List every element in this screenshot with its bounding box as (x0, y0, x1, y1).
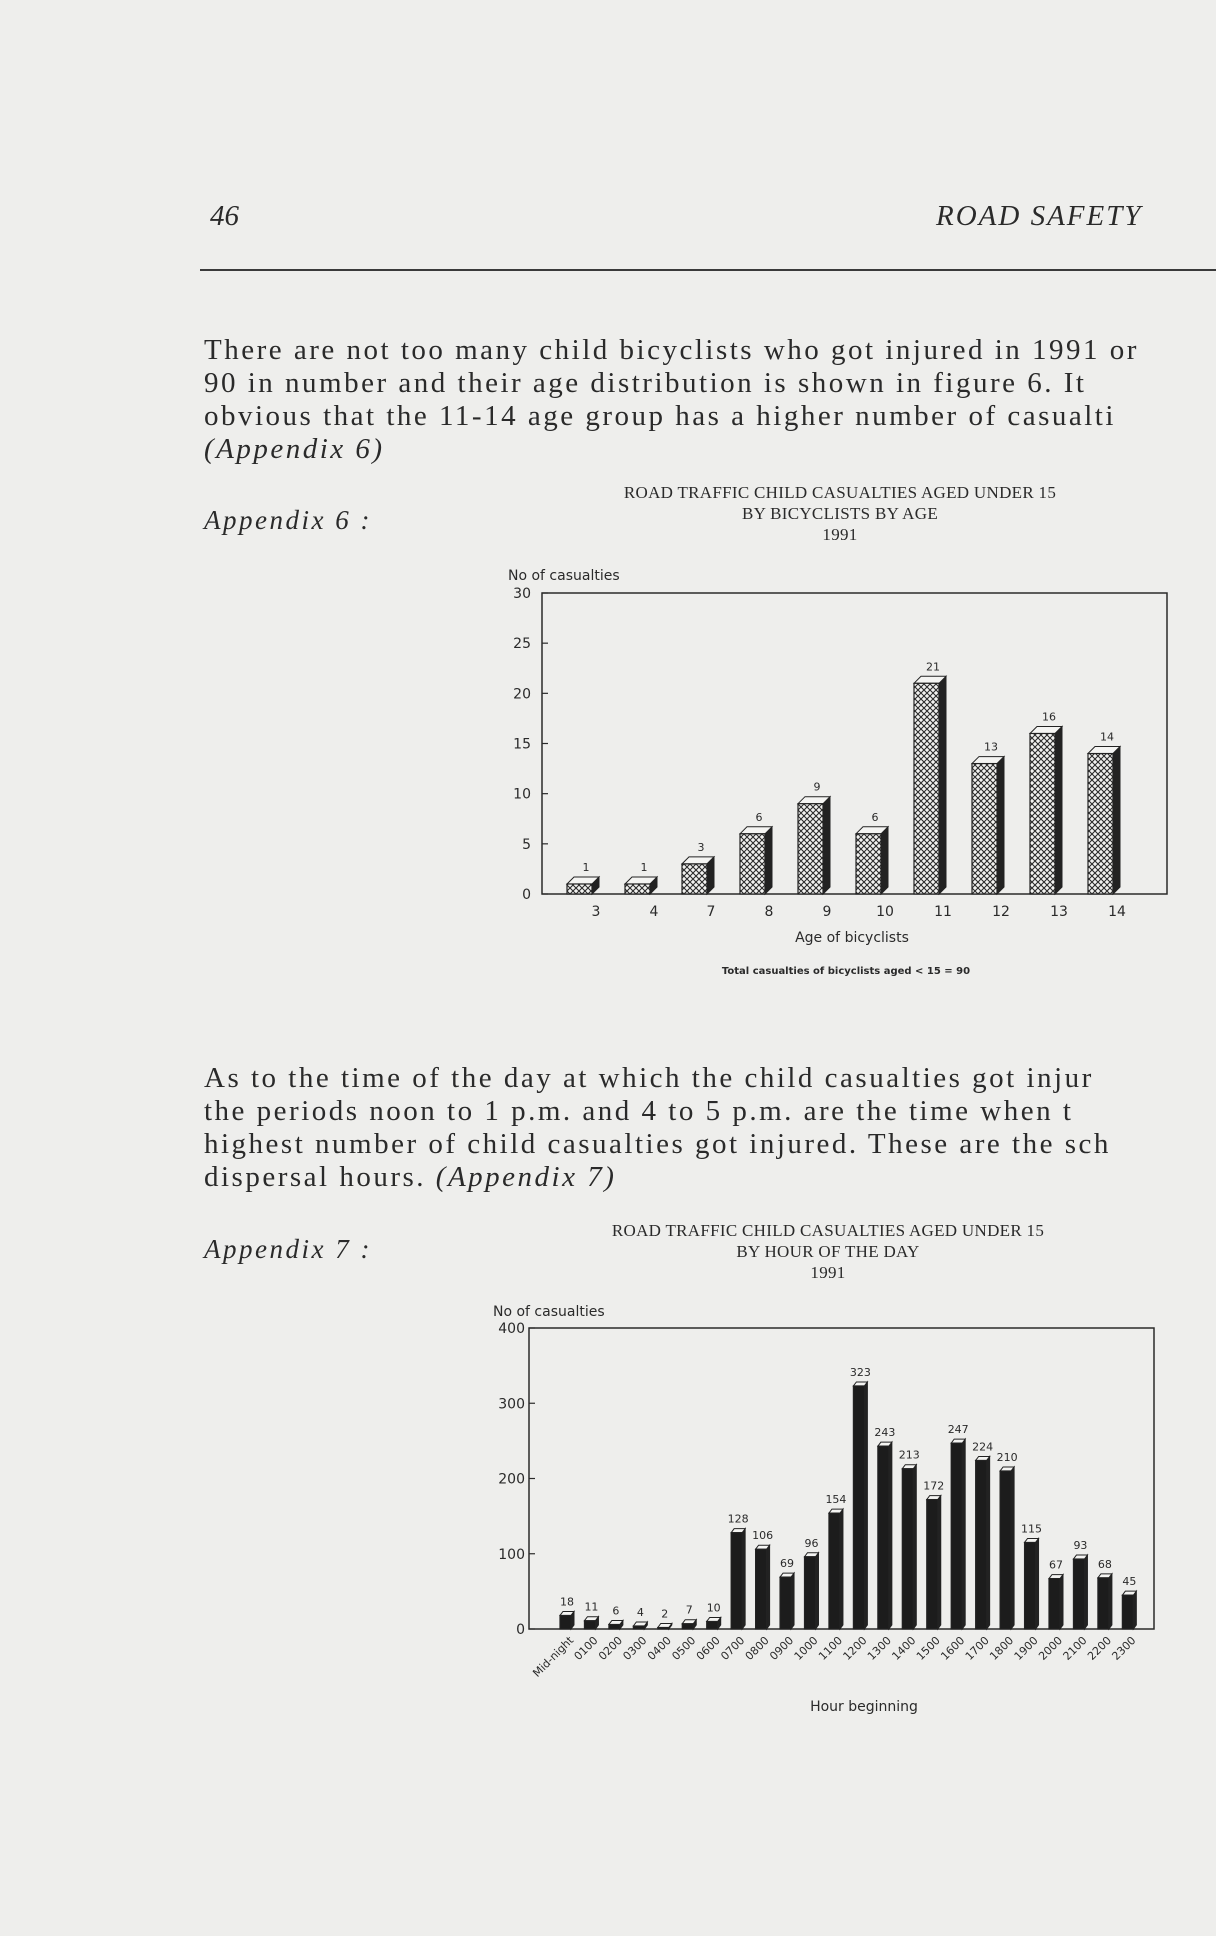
y-tick-label: 15 (513, 736, 531, 753)
data-label: 6 (871, 810, 879, 824)
data-label: 247 (947, 1423, 969, 1437)
bar (1073, 1555, 1087, 1629)
bar (1098, 1574, 1112, 1629)
bar (927, 1496, 941, 1629)
bar (609, 1620, 623, 1629)
x-tick-label: 0100 (571, 1633, 601, 1663)
data-label: 9 (813, 780, 821, 794)
bar (902, 1465, 916, 1629)
bar (976, 1456, 990, 1629)
y-tick-label: 400 (498, 1321, 525, 1337)
x-tick-label: 0500 (669, 1633, 699, 1663)
data-label: 6 (612, 1604, 620, 1618)
y-tick-label: 10 (513, 786, 531, 803)
bar-top (584, 1617, 598, 1621)
bar (853, 1382, 867, 1629)
bar-front (1122, 1595, 1133, 1629)
data-label: 224 (972, 1440, 994, 1454)
bar-front (658, 1627, 669, 1629)
x-tick-label: 8 (764, 904, 774, 920)
bar-front (878, 1446, 889, 1629)
bar-front (1049, 1579, 1060, 1629)
y-tick-label: 25 (513, 636, 531, 653)
chart-title-line: ROAD TRAFFIC CHILD CASUALTIES AGED UNDER 15 (611, 1221, 1045, 1240)
bar-front (927, 1500, 938, 1629)
paragraph-line (204, 1161, 1111, 1194)
y-axis-label: No of casualties (508, 568, 620, 584)
data-label: 213 (898, 1448, 920, 1462)
running-title: ROAD SAFETY (936, 200, 1143, 232)
bar-front (682, 1624, 693, 1629)
appendix-reference: (Appendix 6) (204, 433, 385, 465)
y-tick-label: 0 (522, 887, 531, 903)
x-tick-label: Mid-night (530, 1633, 577, 1680)
data-label: 69 (780, 1557, 795, 1571)
x-tick-label: 11 (934, 904, 952, 920)
bar (878, 1442, 892, 1629)
bar-side (881, 827, 888, 894)
y-tick-label: 30 (513, 586, 531, 602)
bar-front (976, 1460, 987, 1629)
data-label: 13 (984, 740, 998, 754)
data-label: 6 (755, 810, 763, 824)
chart-title-line: 1991 (822, 525, 858, 544)
bar-front (829, 1513, 840, 1629)
data-label: 68 (1097, 1557, 1112, 1571)
x-tick-label: 1900 (1011, 1633, 1041, 1663)
bar (756, 1545, 770, 1629)
bar-side (997, 757, 1004, 894)
bar-front (682, 864, 707, 894)
bar-front (805, 1557, 816, 1629)
data-label: 14 (1100, 730, 1114, 744)
y-axis-label: No of casualties (493, 1304, 605, 1320)
x-tick-label: 1400 (889, 1633, 919, 1663)
bar (584, 1617, 598, 1629)
chart-title-line: BY BICYCLISTS BY AGE (741, 504, 938, 523)
bar-front (1088, 754, 1113, 894)
bar-top (731, 1529, 745, 1533)
data-label: 115 (1021, 1522, 1043, 1536)
data-label: 93 (1073, 1539, 1088, 1553)
bar (780, 1573, 794, 1629)
y-tick-label: 300 (498, 1396, 525, 1413)
bar-front (914, 683, 939, 894)
bar-front (1073, 1559, 1084, 1629)
bar (914, 676, 946, 894)
data-label: 3 (697, 840, 705, 854)
bar-front (1000, 1471, 1011, 1629)
bar (625, 877, 657, 894)
x-tick-label: 1100 (816, 1633, 846, 1663)
bar-side (823, 797, 830, 894)
data-label: 154 (825, 1493, 847, 1507)
bar (951, 1439, 965, 1629)
data-label: 243 (874, 1426, 896, 1440)
x-tick-label: 1500 (913, 1633, 943, 1663)
chart-title-line: 1991 (810, 1263, 846, 1282)
bar-front (756, 1549, 767, 1629)
paragraph-line: obvious that the 11-14 age group has a higher number of casualti (204, 400, 1116, 432)
paragraph-line: As to the time of the day at which the child casualties got injur (204, 1062, 1094, 1094)
paragraph-line: the periods noon to 1 p.m. and 4 to 5 p.m. are the time when t (204, 1095, 1074, 1127)
bar (560, 1611, 574, 1629)
data-label: 10 (706, 1601, 721, 1615)
bar (633, 1622, 647, 1629)
bar-front (902, 1469, 913, 1629)
data-label: 1 (640, 860, 648, 874)
bar-top (780, 1573, 794, 1577)
data-label: 11 (584, 1600, 599, 1614)
bar (1025, 1538, 1039, 1629)
bar (731, 1529, 745, 1629)
y-tick-label: 0 (516, 1622, 525, 1638)
bar (1000, 1467, 1014, 1629)
appendix-6-label: Appendix 6 : (204, 505, 372, 535)
x-tick-label: 1200 (840, 1633, 870, 1663)
bar (1030, 726, 1062, 894)
x-tick-label: 4 (649, 904, 659, 920)
bar-front (609, 1624, 620, 1629)
x-tick-label: 7 (706, 904, 716, 920)
data-label: 2 (661, 1607, 669, 1621)
x-tick-label: 2100 (1060, 1633, 1090, 1663)
x-tick-label: 2300 (1109, 1633, 1139, 1663)
x-tick-label: 3 (591, 904, 601, 920)
x-tick-label: 2200 (1085, 1633, 1115, 1663)
bar-front (740, 834, 765, 894)
page-number: 46 (210, 200, 239, 232)
bar-front (1030, 733, 1055, 894)
x-tick-label: 0400 (644, 1633, 674, 1663)
bar (1088, 747, 1120, 894)
x-tick-label: 0800 (742, 1633, 772, 1663)
bar (829, 1509, 843, 1629)
x-tick-label: 1800 (987, 1633, 1017, 1663)
bar-front (780, 1577, 791, 1629)
chart-2-title (528, 1220, 1128, 1283)
bar-top (682, 1620, 696, 1624)
x-tick-label: 12 (992, 904, 1010, 920)
data-label: 106 (752, 1529, 774, 1543)
bar-front (707, 1621, 718, 1629)
bar-front (798, 804, 823, 894)
x-tick-label: 10 (876, 904, 894, 920)
bar (682, 1620, 696, 1629)
data-label: 45 (1122, 1575, 1137, 1589)
x-tick-label: 1000 (791, 1633, 821, 1663)
plot-frame (542, 593, 1167, 894)
bar-side (1113, 747, 1120, 894)
x-tick-label: 13 (1050, 904, 1068, 920)
x-tick-label: 0300 (620, 1633, 650, 1663)
bar (658, 1623, 672, 1629)
bar (856, 827, 888, 894)
paragraph-line: There are not too many child bicyclists who got injured in 1991 or (204, 334, 1139, 366)
data-label: 210 (996, 1450, 1018, 1464)
y-tick-label: 5 (522, 836, 531, 853)
bar-side (765, 827, 772, 894)
data-label: 21 (926, 660, 940, 674)
bar-side (1055, 726, 1062, 894)
x-tick-label: 0900 (767, 1633, 797, 1663)
bar (805, 1553, 819, 1629)
bar (1049, 1575, 1063, 1629)
x-tick-label: 1600 (938, 1633, 968, 1663)
bar-front (1098, 1578, 1109, 1629)
x-axis-label: Hour beginning (810, 1699, 918, 1715)
data-label: 323 (849, 1365, 871, 1379)
x-tick-label: 14 (1108, 904, 1126, 920)
chart-title-line: BY HOUR OF THE DAY (736, 1242, 920, 1261)
data-label: 128 (727, 1512, 749, 1526)
bar-front (853, 1386, 864, 1629)
data-label: 16 (1042, 710, 1056, 724)
chart-title-line: ROAD TRAFFIC CHILD CASUALTIES AGED UNDER 15 (623, 483, 1057, 502)
bar-front (625, 884, 650, 894)
data-label: 67 (1049, 1558, 1063, 1572)
bar-front (567, 884, 592, 894)
data-label: 1 (582, 860, 590, 874)
y-tick-label: 20 (513, 686, 531, 703)
data-label: 7 (685, 1603, 693, 1617)
total-annotation: Total casualties of bicyclists aged < 15 = 90 (721, 966, 971, 977)
bar-front (856, 834, 881, 894)
bar-side (939, 676, 946, 894)
x-tick-label: 0600 (693, 1633, 723, 1663)
y-tick-label: 100 (498, 1546, 525, 1563)
data-label: 172 (923, 1479, 945, 1493)
x-tick-label: 9 (822, 904, 832, 920)
x-tick-label: 2000 (1036, 1633, 1066, 1663)
bar-front (560, 1615, 571, 1629)
bar-top (1025, 1538, 1039, 1542)
bar (707, 1617, 721, 1629)
bar-front (1025, 1542, 1036, 1629)
x-tick-label: 1300 (864, 1633, 894, 1663)
bar-front (584, 1621, 595, 1629)
bar (972, 757, 1004, 894)
x-tick-label: 0200 (596, 1633, 626, 1663)
x-axis-label: Age of bicyclists (795, 930, 909, 946)
bar (1122, 1591, 1136, 1629)
paragraph-line: highest number of child casualties got injured. These are the sch (204, 1128, 1111, 1160)
data-label: 96 (804, 1536, 819, 1550)
y-tick-label: 200 (498, 1471, 525, 1488)
bar-front (951, 1443, 962, 1629)
appendix-7-label: Appendix 7 : (204, 1234, 372, 1264)
data-label: 4 (636, 1605, 644, 1619)
bar-top (976, 1456, 990, 1460)
appendix-reference: (Appendix 7) (435, 1161, 617, 1193)
bar-front (731, 1533, 742, 1629)
bar-front (633, 1626, 644, 1629)
paragraph-2 (204, 1062, 1111, 1194)
data-label: 18 (560, 1595, 574, 1609)
bar-front (972, 764, 997, 894)
bar (682, 857, 714, 894)
bar (567, 877, 599, 894)
bar (798, 797, 830, 894)
paragraph-line: 90 in number and their age distribution is shown in figure 6. It (204, 367, 1087, 399)
x-tick-label: 1700 (962, 1633, 992, 1663)
x-tick-label: 0700 (718, 1633, 748, 1663)
bar (740, 827, 772, 894)
paragraph-text: dispersal hours. (204, 1161, 436, 1193)
